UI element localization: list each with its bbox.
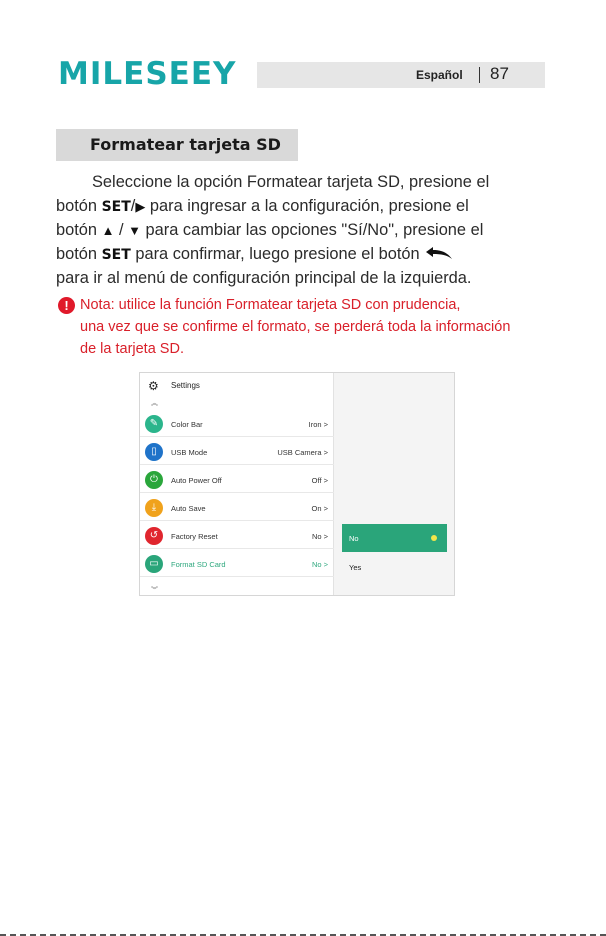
set-key-label: SET [101,199,131,215]
settings-row-auto-save[interactable] [140,495,334,521]
usb-icon: ▯ [145,443,163,461]
warning-note [58,294,558,360]
row-value: Off > [311,476,328,485]
selected-dot-icon [431,535,437,541]
body-text: Seleccione la opción Formatear tarjeta SD, presione el [92,173,490,191]
brand-logo: MILESEEY [58,56,237,92]
settings-row-factory-reset[interactable] [140,523,334,549]
reset-icon: ↺ [145,527,163,545]
body-text: para ingresar a la configuración, presione el [145,197,469,215]
options-panel [334,373,455,596]
row-value: No > [311,532,328,541]
row-value: No > [311,560,328,569]
row-label: Auto Power Off [171,476,222,485]
right-arrow-icon: ▶ [135,199,146,214]
scroll-down-icon[interactable]: ︾ [151,587,158,594]
row-value: On > [311,504,328,513]
power-icon: ⏻ [145,471,163,489]
note-line-2: una vez que se confirme el formato, se perderá toda la información [80,319,511,335]
settings-row-auto-power-off[interactable] [140,467,334,493]
page-number: 87 [490,64,509,83]
settings-row-format-sd-card[interactable] [140,551,334,577]
row-label: Color Bar [171,420,203,429]
option-label: No [349,534,359,543]
body-line-5 [56,266,556,290]
settings-row-color-bar[interactable] [140,411,334,437]
warning-icon: ! [58,297,75,314]
back-arrow-icon [424,243,454,267]
body-line-4 [56,242,556,266]
row-label: Factory Reset [171,532,218,541]
section-title: Formatear tarjeta SD [56,129,298,161]
row-value: Iron > [308,420,328,429]
note-line-1: Nota: utilice la función Formatear tarjeta SD con prudencia, [80,297,461,313]
body-line-2 [56,194,556,218]
set-key-label: SET [101,247,131,263]
down-arrow-icon: ▼ [128,223,141,238]
row-label: Auto Save [171,504,206,513]
note-line-3: de la tarjeta SD. [80,341,184,357]
body-text: botón [56,245,102,263]
settings-header [140,373,334,397]
body-line-1 [56,170,556,194]
option-no[interactable] [342,524,447,552]
language-label: Español [416,68,463,82]
scroll-up-icon[interactable]: ︽ [151,400,158,407]
up-arrow-icon: ▲ [101,223,115,238]
option-yes[interactable] [342,553,447,581]
body-paragraph [56,170,556,290]
body-text: botón [56,221,102,239]
settings-title: Settings [171,381,200,390]
body-line-3 [56,218,556,242]
body-text: para cambiar las opciones "Sí/No", presione el [141,221,484,239]
gear-icon: ⚙ [148,379,159,393]
color-bar-icon: ✎ [145,415,163,433]
save-icon: ⤓ [145,499,163,517]
row-value: USB Camera > [277,448,328,457]
row-label: USB Mode [171,448,208,457]
sd-card-icon: ▭ [145,555,163,573]
header-divider [479,67,480,83]
body-text: botón [56,197,102,215]
device-screenshot [139,372,455,596]
slash: / [130,197,136,215]
settings-row-usb-mode[interactable] [140,439,334,465]
settings-list [140,373,334,596]
body-text: para confirmar, luego presione el botón [130,245,420,263]
option-label: Yes [349,563,362,572]
slash: / [114,221,129,239]
body-text: para ir al menú de configuración principal de la izquierda. [56,269,472,287]
row-label: Format SD Card [171,560,226,569]
